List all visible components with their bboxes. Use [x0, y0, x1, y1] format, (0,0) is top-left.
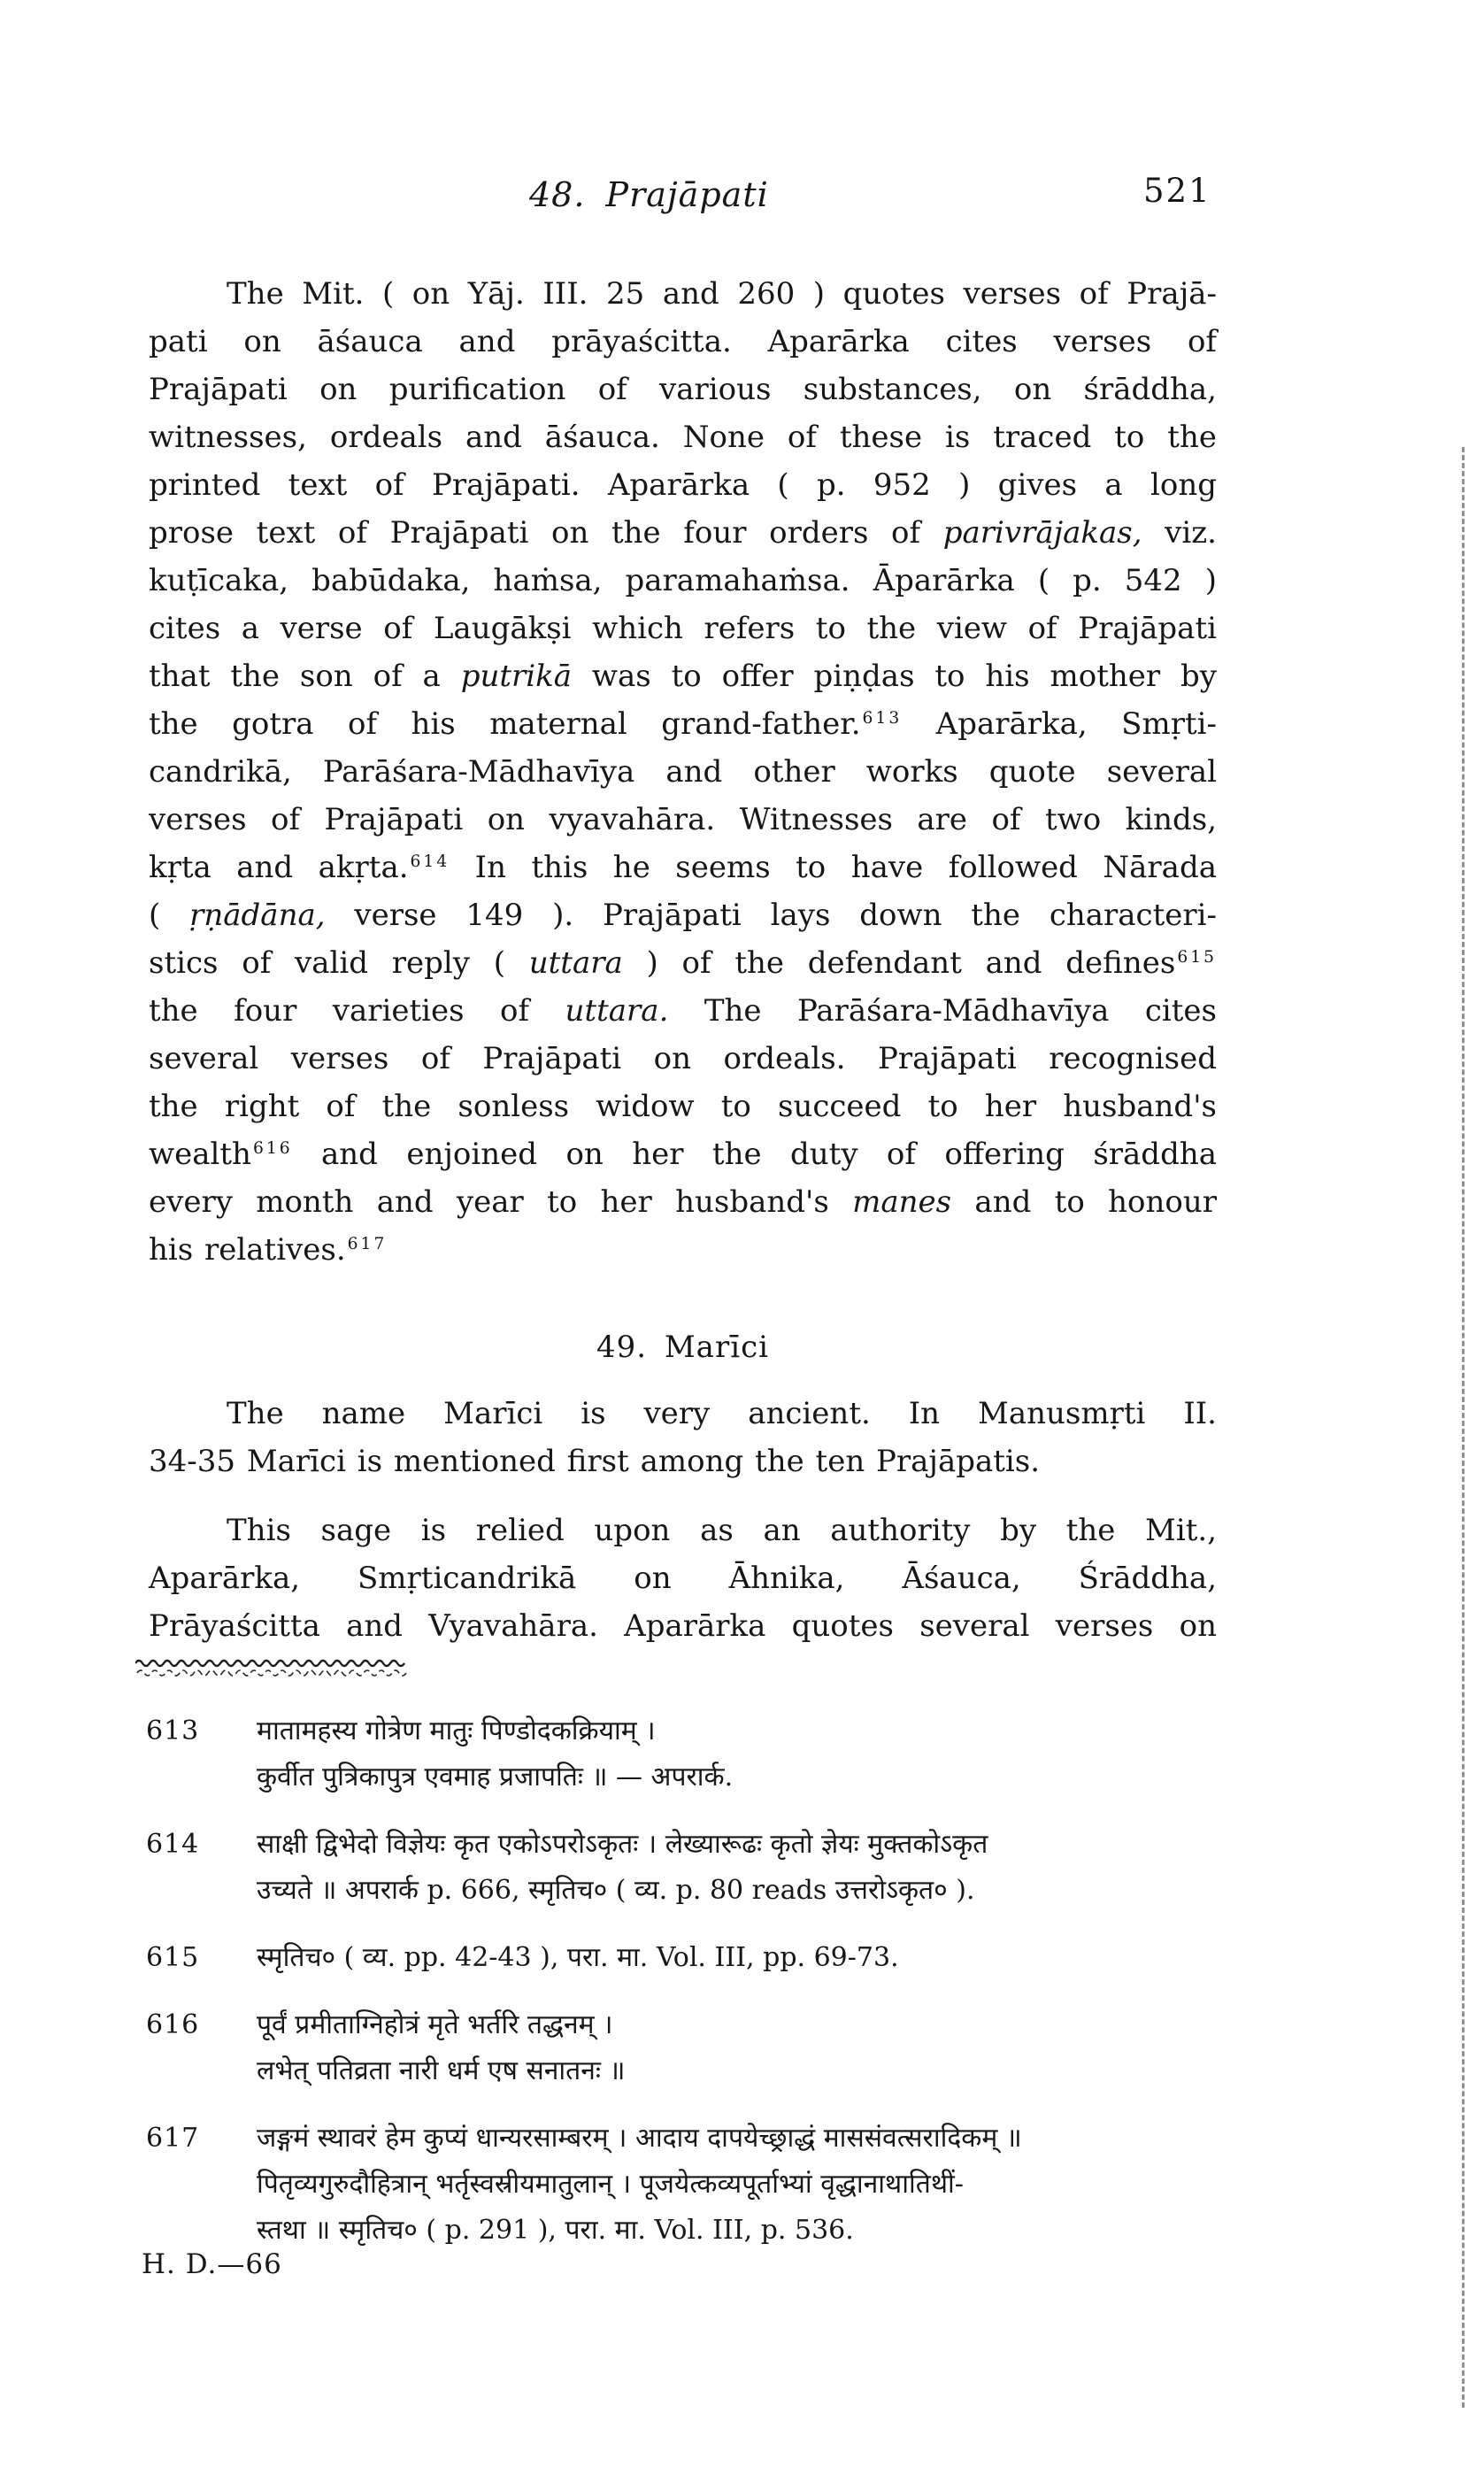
text-line: the gotra of his maternal grand-father. $^{613}$ Aparārka, Smṛti-	[149, 706, 1217, 742]
text-line: This sage is relied upon as an authority by the Mit.,	[227, 1513, 1217, 1548]
footnote	[146, 2116, 1296, 2254]
text-line: wealth $^{616}$ and enjoined on her the duty of offering śrāddha	[149, 1137, 1217, 1172]
text-line: the four varieties of uttara. The Parāśara-Mādhavīya cites	[149, 993, 1217, 1029]
footnote-number: 613	[146, 1715, 200, 1746]
footnote-line: पूर्वं प्रमीताग्निहोत्रं मृते भर्तरि तद्धनम् ।	[257, 2009, 613, 2040]
text-line: The name Marīci is very ancient. In Manusmṛti II.	[227, 1396, 1217, 1431]
text-line: verses of Prajāpati on vyavahāra. Witnesses are of two kinds,	[149, 802, 1217, 837]
text-line: The Mit. ( on Yāj. III. 25 and 260 ) quotes verses of Prajā-	[227, 276, 1217, 312]
footnote-number: 616	[146, 2009, 200, 2040]
text-line: ( ṛṇādāna, verse 149 ). Prajāpati lays down the characteri-	[149, 898, 1217, 933]
footnote	[146, 1935, 1296, 1981]
text-line: Aparārka, Smṛticandrikā on Āhnika, Āśauca, Śrāddha,	[149, 1561, 1217, 1596]
text-line: Prajāpati on purification of various substances, on śrāddha,	[149, 372, 1217, 407]
footnote-line: मातामहस्य गोत्रेण मातुः पिण्डोदकक्रियाम् ।	[257, 1715, 656, 1746]
footnotes-block	[146, 1708, 1296, 2275]
text-line: 34-35 Marīci is mentioned first among the ten Prajāpatis.	[149, 1444, 1041, 1479]
footnote-line: कुर्वीत पुत्रिकापुत्र एवमाह प्रजापतिः ॥ — अपरार्क.	[257, 1762, 734, 1792]
footnote-line: स्तथा ॥ स्मृतिच० ( p. 291 ), परा. मा. Vol. III, p. 536.	[257, 2215, 854, 2246]
footnote-line: लभेत् पतिव्रता नारी धर्म एष सनातनः ॥	[257, 2055, 626, 2086]
text-line: that the son of a putrikā was to offer piṇḍas to his mother by	[149, 659, 1217, 694]
footnote	[146, 2002, 1296, 2094]
footnote-line: स्मृतिच० ( व्य. pp. 42-43 ), परा. मा. Vol. III, pp. 69-73.	[257, 1942, 899, 1973]
text-line: stics of valid reply ( uttara ) of the defendant and defines $^{615}$	[149, 945, 1217, 981]
text-line: several verses of Prajāpati on ordeals. Prajāpati recognised	[149, 1041, 1217, 1076]
page-number: 521	[1143, 172, 1211, 210]
footnote-number: 615	[146, 1942, 200, 1973]
text-line: pati on āśauca and prāyaścitta. Aparārka cites verses of	[149, 324, 1217, 359]
footnote-line: साक्षी द्विभेदो विज्ञेयः कृत एकोऽपरोऽकृतः । लेख्यारूढः कृतो ज्ञेयः मुक्तकोऽकृत	[257, 1829, 988, 1860]
text-line: printed text of Prajāpati. Aparārka ( p. 952 ) gives a long	[149, 467, 1217, 503]
section-heading-marici: 49. Marīci	[596, 1330, 769, 1365]
footnote-line: जङ्गमं स्थावरं हेम कुप्यं धान्यरसाम्बरम् । आदाय दापयेच्छ्राद्धं माससंवत्सरादिकम् ॥	[257, 2123, 1022, 2154]
text-line: his relatives. $^{617}$	[149, 1232, 388, 1268]
paragraph-marici-authority	[149, 1507, 1217, 1650]
text-line: kṛta and akṛta. $^{614}$ In this he seems to have followed Nārada	[149, 850, 1217, 885]
text-line: the right of the sonless widow to succeed to her husband's	[149, 1089, 1217, 1124]
footnote-line: उच्यते ॥ अपरार्क p. 666, स्मृतिच० ( व्य. p. 80 reads उत्तरोऽकृत० ).	[257, 1875, 975, 1906]
body-text-block	[149, 270, 1217, 1650]
text-line: every month and year to her husband's manes and to honour	[149, 1184, 1217, 1220]
page-title: 48. Prajāpati	[529, 175, 769, 214]
text-line: Prāyaścitta and Vyavahāra. Aparārka quotes several verses on	[149, 1608, 1217, 1644]
footnote-number: 617	[146, 2123, 200, 2154]
footnote	[146, 1708, 1296, 1800]
text-line: prose text of Prajāpati on the four orders of parivrājakas, viz.	[149, 515, 1217, 551]
scan-edge-artifact-line	[1462, 447, 1465, 2408]
text-line: kuṭīcaka, babūdaka, haṁsa, paramahaṁsa. Āparārka ( p. 542 )	[149, 563, 1217, 598]
text-line: cites a verse of Laugākṣi which refers to the view of Prajāpati	[149, 611, 1217, 646]
text-line: candrikā, Parāśara-Mādhavīya and other works quote several	[149, 754, 1217, 790]
paragraph-prajapati	[149, 270, 1217, 1274]
footer-signature: H. D.—66	[142, 2248, 282, 2280]
footnote-number: 614	[146, 1829, 200, 1860]
footnote-separator-squiggle	[135, 1657, 410, 1680]
footnote	[146, 1822, 1296, 1914]
paragraph-marici-intro	[149, 1390, 1217, 1485]
footnote-line: पितृव्यगुरुदौहित्रान् भर्तृस्वस्रीयमातुलान् । पूजयेत्कव्यपूर्ताभ्यां वृद्धानाथातिथीं-	[257, 2169, 964, 2200]
text-line: witnesses, ordeals and āśauca. None of these is traced to the	[149, 420, 1217, 455]
